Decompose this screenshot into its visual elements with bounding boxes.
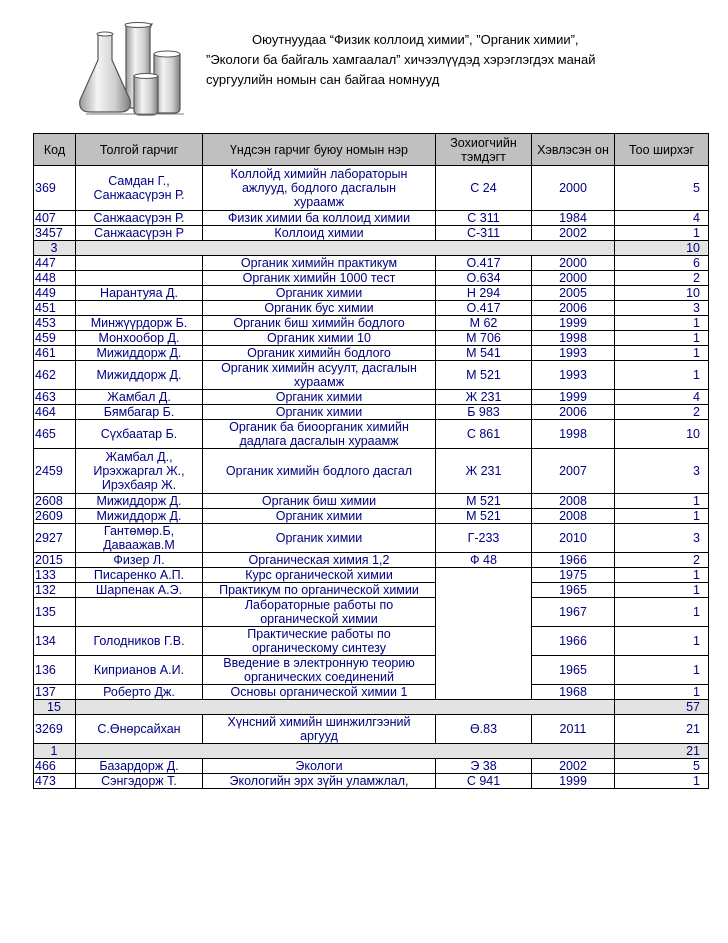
cell-title: Экологи — [203, 759, 436, 774]
cell-quantity: 3 — [615, 524, 709, 553]
cell-author: Шарпенак А.Э. — [76, 583, 203, 598]
cell-title: Курс органической химии — [203, 568, 436, 583]
cell-line: органическому синтезу — [252, 641, 386, 655]
cell-author: Мижиддорж Д. — [76, 494, 203, 509]
cell-title: Органик химийн практикум — [203, 256, 436, 271]
cell-year: 1975 — [532, 568, 615, 583]
subtotal-spacer — [76, 700, 615, 715]
cell-title: Органик химии — [203, 524, 436, 553]
cell-title: Физик химии ба коллоид химии — [203, 211, 436, 226]
cell-year: 2010 — [532, 524, 615, 553]
cell-line: Органик ба биоорганик химийн — [229, 420, 409, 434]
cell-call-number: М 521 — [436, 361, 532, 390]
subtotal-quantity: 57 — [615, 700, 709, 715]
cell-author: Санжаасүрэн Р. — [76, 211, 203, 226]
cell-code: 132 — [34, 583, 76, 598]
table-row — [34, 553, 709, 568]
cell-quantity: 10 — [615, 286, 709, 301]
cell-author: Киприанов А.И. — [76, 656, 203, 685]
cell-call-number: Б 983 — [436, 405, 532, 420]
cell-code: 407 — [34, 211, 76, 226]
cell-code: 3457 — [34, 226, 76, 241]
table-row — [34, 361, 709, 390]
cell-call-number: Ө.83 — [436, 715, 532, 744]
header-author: Толгой гарчиг — [76, 134, 203, 166]
cell-code: 136 — [34, 656, 76, 685]
cell-title — [203, 361, 436, 390]
cell-code: 2459 — [34, 449, 76, 494]
cell-author: Бямбагар Б. — [76, 405, 203, 420]
cell-year: 2000 — [532, 271, 615, 286]
table-row — [34, 598, 709, 627]
table-row — [34, 211, 709, 226]
cell-quantity: 5 — [615, 166, 709, 211]
cell-title — [203, 420, 436, 449]
cell-author: Сэнгэдорж Т. — [76, 774, 203, 789]
table-row — [34, 331, 709, 346]
cell-line: органической химии — [260, 612, 378, 626]
cell-line: Гантөмөр.Б, — [103, 524, 175, 538]
cell-year: 1993 — [532, 346, 615, 361]
cell-author: С.Өнөрсайхан — [76, 715, 203, 744]
cell-quantity: 1 — [615, 331, 709, 346]
cell-call-number: Ф 48 — [436, 553, 532, 568]
table-row — [34, 301, 709, 316]
cell-code: 369 — [34, 166, 76, 211]
cell-title: Органик химийн бодлого дасгал — [203, 449, 436, 494]
table-row — [34, 420, 709, 449]
cell-author — [76, 598, 203, 627]
cell-call-number: О.634 — [436, 271, 532, 286]
cell-year: 2005 — [532, 286, 615, 301]
cell-line: Органик химийн асуулт, дасгалын — [221, 361, 417, 375]
cell-year: 2008 — [532, 509, 615, 524]
cell-code: 133 — [34, 568, 76, 583]
cell-line: органических соединений — [244, 670, 394, 684]
cell-year: 2002 — [532, 759, 615, 774]
cell-code: 135 — [34, 598, 76, 627]
cell-quantity: 1 — [615, 583, 709, 598]
subtotal-spacer — [76, 241, 615, 256]
cell-year: 2006 — [532, 405, 615, 420]
cell-quantity: 1 — [615, 509, 709, 524]
cell-code: 2608 — [34, 494, 76, 509]
cell-quantity: 1 — [615, 226, 709, 241]
cell-title: Органик бус химии — [203, 301, 436, 316]
cell-year: 1965 — [532, 583, 615, 598]
cell-call-number: М 706 — [436, 331, 532, 346]
table-header-row — [34, 134, 709, 166]
table-row — [34, 656, 709, 685]
intro-line-3: сургуулийн номын сан байгаа номнууд — [206, 72, 440, 87]
cell-code: 447 — [34, 256, 76, 271]
cell-code: 2609 — [34, 509, 76, 524]
cell-year: 2011 — [532, 715, 615, 744]
cell-author: Монхообор Д. — [76, 331, 203, 346]
cell-call-number: Г-233 — [436, 524, 532, 553]
cell-code: 137 — [34, 685, 76, 700]
cell-title: Органик химии — [203, 286, 436, 301]
cell-year: 1998 — [532, 420, 615, 449]
cell-year: 1999 — [532, 390, 615, 405]
cell-line: Даваажав.М — [103, 538, 175, 552]
cell-author: Жамбал Д. — [76, 390, 203, 405]
cell-line: Жамбал Д., — [105, 450, 173, 464]
cell-call-number: С 311 — [436, 211, 532, 226]
cell-year: 1965 — [532, 656, 615, 685]
cell-author — [76, 449, 203, 494]
table-row — [34, 494, 709, 509]
cell-year: 2006 — [532, 301, 615, 316]
table-row — [34, 583, 709, 598]
cell-author: Мижиддорж Д. — [76, 509, 203, 524]
cell-call-number: С 861 — [436, 420, 532, 449]
header-title: Үндсэн гарчиг буюу номын нэр — [203, 134, 436, 166]
header-quantity: Тоо ширхэг — [615, 134, 709, 166]
cell-author: Сүхбаатар Б. — [76, 420, 203, 449]
table-row — [34, 774, 709, 789]
cell-quantity: 6 — [615, 256, 709, 271]
cell-call-number: С-311 — [436, 226, 532, 241]
cell-code: 466 — [34, 759, 76, 774]
cell-author: Минжүүрдорж Б. — [76, 316, 203, 331]
cell-call-number: Э 38 — [436, 759, 532, 774]
subtotal-quantity: 21 — [615, 744, 709, 759]
cell-title: Органик химии — [203, 509, 436, 524]
cell-line: Самдан Г., — [108, 174, 170, 188]
cell-call-number: Ж 231 — [436, 449, 532, 494]
table-row — [34, 166, 709, 211]
cell-code: 449 — [34, 286, 76, 301]
cell-code: 448 — [34, 271, 76, 286]
cell-year: 1966 — [532, 553, 615, 568]
table-row — [34, 715, 709, 744]
cell-title: Органик химии — [203, 405, 436, 420]
cell-quantity: 1 — [615, 346, 709, 361]
cell-quantity: 4 — [615, 390, 709, 405]
library-books-table — [33, 133, 709, 789]
table-row — [34, 405, 709, 420]
cell-author: Базардорж Д. — [76, 759, 203, 774]
cell-line: Ирэхжаргал Ж., — [93, 464, 185, 478]
cell-quantity: 2 — [615, 271, 709, 286]
cell-year: 1967 — [532, 598, 615, 627]
cell-quantity: 1 — [615, 685, 709, 700]
cell-author — [76, 301, 203, 316]
cell-code: 453 — [34, 316, 76, 331]
cell-line: аргууд — [300, 729, 338, 743]
cell-code: 473 — [34, 774, 76, 789]
cell-quantity: 1 — [615, 568, 709, 583]
cell-title — [203, 598, 436, 627]
subtotal-quantity: 10 — [615, 241, 709, 256]
subtotal-row — [34, 744, 709, 759]
cell-call-number: М 521 — [436, 509, 532, 524]
cell-line: Санжаасүрэн Р. — [93, 188, 185, 202]
header-call-number: Зохиогчийн тэмдэгт — [436, 134, 532, 166]
cell-code: 462 — [34, 361, 76, 390]
subtotal-spacer — [76, 744, 615, 759]
cell-call-number: С 941 — [436, 774, 532, 789]
cell-title: Органик химии 10 — [203, 331, 436, 346]
cell-author: Писаренко А.П. — [76, 568, 203, 583]
cell-title: Экологийн эрх зүйн уламжлал, — [203, 774, 436, 789]
table-row — [34, 685, 709, 700]
cell-author — [76, 271, 203, 286]
cell-call-number: С 24 — [436, 166, 532, 211]
cell-year: 1998 — [532, 331, 615, 346]
cell-title: Органик биш химийн бодлого — [203, 316, 436, 331]
cell-code: 2015 — [34, 553, 76, 568]
table-row — [34, 568, 709, 583]
cell-title: Органик химии — [203, 390, 436, 405]
table-row — [34, 316, 709, 331]
table-row — [34, 524, 709, 553]
cell-author — [76, 256, 203, 271]
table-row — [34, 390, 709, 405]
cell-code: 459 — [34, 331, 76, 346]
cell-line: хураамж — [293, 375, 345, 389]
cell-year: 1993 — [532, 361, 615, 390]
cell-code: 2927 — [34, 524, 76, 553]
cell-quantity: 10 — [615, 420, 709, 449]
intro-line-2: ”Экологи ба байгаль хамгаалал” хичээлүүдэд хэрэглэгдэх манай — [206, 52, 596, 67]
cell-code: 463 — [34, 390, 76, 405]
cell-line: Хүнсний химийн шинжилгээний — [227, 715, 411, 729]
cell-line: Лабораторные работы по — [244, 598, 394, 612]
cell-title: Органик химийн 1000 тест — [203, 271, 436, 286]
table-row — [34, 627, 709, 656]
table-row — [34, 256, 709, 271]
cell-code: 451 — [34, 301, 76, 316]
cell-call-number: М 521 — [436, 494, 532, 509]
cell-quantity: 1 — [615, 598, 709, 627]
cell-call-number: М 541 — [436, 346, 532, 361]
cell-year: 1968 — [532, 685, 615, 700]
subtotal-count: 3 — [34, 241, 76, 256]
cell-year: 2002 — [532, 226, 615, 241]
table-row — [34, 271, 709, 286]
subtotal-count: 1 — [34, 744, 76, 759]
cell-title — [203, 166, 436, 211]
cell-author: Мижиддорж Д. — [76, 346, 203, 361]
cell-author — [76, 524, 203, 553]
cell-code: 134 — [34, 627, 76, 656]
cell-quantity: 1 — [615, 361, 709, 390]
cell-title: Коллоид химии — [203, 226, 436, 241]
cell-quantity: 1 — [615, 774, 709, 789]
cell-line: хураамж — [293, 195, 345, 209]
cell-line: ажлууд, бодлого дасгалын — [241, 181, 397, 195]
cell-code: 461 — [34, 346, 76, 361]
cell-call-number: Ж 231 — [436, 390, 532, 405]
cell-quantity: 2 — [615, 553, 709, 568]
table-row — [34, 346, 709, 361]
cell-code: 465 — [34, 420, 76, 449]
cell-quantity: 3 — [615, 449, 709, 494]
table-row — [34, 759, 709, 774]
cell-author — [76, 166, 203, 211]
cell-line: Введение в электронную теорию — [223, 656, 415, 670]
table-row — [34, 226, 709, 241]
cell-author: Физер Л. — [76, 553, 203, 568]
cell-author: Нарантуяа Д. — [76, 286, 203, 301]
table-row — [34, 449, 709, 494]
cell-year: 1984 — [532, 211, 615, 226]
cell-year: 1999 — [532, 774, 615, 789]
cell-year: 2008 — [532, 494, 615, 509]
cell-call-number: Н 294 — [436, 286, 532, 301]
cell-author: Голодников Г.В. — [76, 627, 203, 656]
cell-call-number: О.417 — [436, 301, 532, 316]
cell-author: Санжаасүрэн Р — [76, 226, 203, 241]
subtotal-count: 15 — [34, 700, 76, 715]
table-row — [34, 286, 709, 301]
cell-call-number — [436, 568, 532, 700]
lab-glassware-illustration — [68, 20, 192, 118]
cell-year: 2000 — [532, 256, 615, 271]
subtotal-row — [34, 700, 709, 715]
cell-year: 1999 — [532, 316, 615, 331]
cell-quantity: 1 — [615, 494, 709, 509]
cell-quantity: 5 — [615, 759, 709, 774]
cell-quantity: 2 — [615, 405, 709, 420]
cell-title — [203, 627, 436, 656]
cell-line: дадлага дасгалын хураамж — [239, 434, 399, 448]
cell-title: Практикум по органической химии — [203, 583, 436, 598]
subtotal-row — [34, 241, 709, 256]
cell-year: 2007 — [532, 449, 615, 494]
header-year: Хэвлэсэн он — [532, 134, 615, 166]
cell-title: Основы органической химии 1 — [203, 685, 436, 700]
cell-author: Мижиддорж Д. — [76, 361, 203, 390]
cell-line: Практические работы по — [247, 627, 391, 641]
cell-quantity: 1 — [615, 316, 709, 331]
cell-title: Органик химийн бодлого — [203, 346, 436, 361]
cell-call-number: О.417 — [436, 256, 532, 271]
cell-year: 2000 — [532, 166, 615, 211]
cell-author: Роберто Дж. — [76, 685, 203, 700]
cell-code: 464 — [34, 405, 76, 420]
cell-year: 1966 — [532, 627, 615, 656]
cell-quantity: 4 — [615, 211, 709, 226]
table-row — [34, 509, 709, 524]
cell-line: Ирэхбаяр Ж. — [101, 478, 177, 492]
cell-title: Органик биш химии — [203, 494, 436, 509]
cell-call-number: М 62 — [436, 316, 532, 331]
cell-quantity: 1 — [615, 627, 709, 656]
cell-quantity: 3 — [615, 301, 709, 316]
cell-line: Коллойд химийн лабораторын — [230, 167, 408, 181]
cell-title: Органическая химия 1,2 — [203, 553, 436, 568]
intro-text — [206, 30, 642, 90]
cell-quantity: 1 — [615, 656, 709, 685]
cell-code: 3269 — [34, 715, 76, 744]
cell-title — [203, 656, 436, 685]
cell-title — [203, 715, 436, 744]
header-code: Код — [34, 134, 76, 166]
cell-quantity: 21 — [615, 715, 709, 744]
intro-line-1: Оюутнуудаа “Физик коллоид химии”, ”Органик химии”, — [252, 32, 579, 47]
